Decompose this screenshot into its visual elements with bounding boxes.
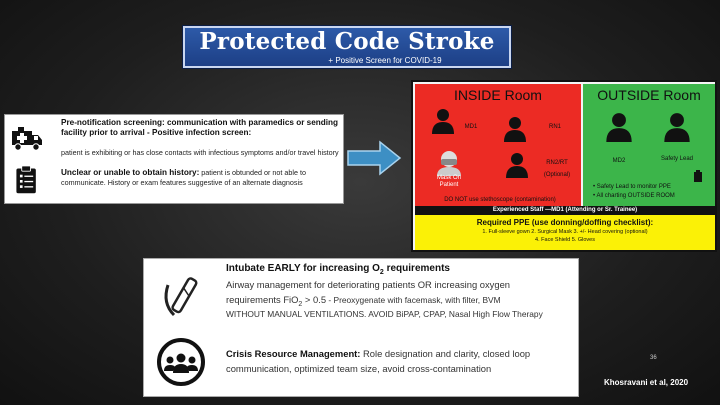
crisis-block [226,347,576,361]
intubate-body-3: WITHOUT MANUAL VENTILATIONS. AVOID BiPAP, CPAP, Nasal High Flow Therapy [226,309,543,319]
person-icon [503,116,527,142]
prenotification-heading: Pre-notification screening: communication with paramedics or sending facility prior to arrival - Positive infection screen: [61,118,339,137]
intubate-heading-sub: 2 [379,269,384,276]
outside-room-title: OUTSIDE Room [597,87,701,103]
prenotification-block [61,118,341,137]
fio2-text: requirements FiO [226,294,299,305]
safety-lead-label: Safety Lead [660,156,694,162]
outside-room [583,84,715,206]
mask-on-patient-label: Mask On Patient [436,175,461,188]
rn2-optional-label: (Optional) [543,172,571,178]
slide-title: Protected Code Stroke [199,28,495,55]
intubate-heading-end: requirements [383,263,450,274]
unclear-history-block [61,168,341,187]
crisis-body-2: communication, optimized team size, avoid cross-contamination [226,363,492,374]
masked-patient-icon [435,150,463,176]
title-banner [183,26,511,68]
ppe-title: Required PPE (use donning/doffing checklist): [476,218,654,227]
person-icon [505,152,529,178]
experienced-staff-bar: Experienced Staff —MD1 (Attending or Sr. Trainee) [415,206,715,215]
laryngoscope-icon [158,273,208,321]
safety-lead-note-text: Safety Lead to monitor PPE [596,184,671,190]
inside-room-title: INSIDE Room [454,87,542,103]
right-arrow-icon [346,140,402,176]
no-stethoscope-note: DO NOT use stethoscope (contamination) [444,197,556,203]
ambulance-icon [11,123,43,153]
rn1-label: RN1 [548,124,561,130]
intubate-heading [226,262,576,280]
team-icon [156,337,206,387]
crisis-body-1: Role designation and clarity, closed loop [360,348,531,359]
md2-label: MD2 [612,158,626,164]
ppe-line-2: 4. Face Shield 5. Gloves [535,237,595,243]
ppe-requirements [415,215,715,250]
person-icon [663,112,691,142]
unclear-history-heading: Unclear or unable to obtain history: [61,168,200,177]
prenotification-body: patient is exhibiting or has close contacts with infectious symptoms and/or travel history [61,148,339,157]
safety-lead-note: • Safety Lead to monitor PPE [593,184,671,190]
fio2-sub: 2 [298,300,303,308]
intubate-heading-text: Intubate EARLY for increasing O [226,263,380,274]
screening-panel [4,114,344,204]
charting-note-text: All charting OUTSIDE ROOM [596,193,675,199]
preoxygenate-text: - Preoxygenate with facemask, with filter, BVM [326,295,501,305]
clipboard-icon [11,165,43,195]
management-panel [143,258,579,397]
person-icon [605,112,633,142]
clipboard-icon [693,170,703,182]
fio2-threshold: > 0.5 [302,294,327,305]
unclear-history-body: patient is obtunded or not able to communicate. History or exam features suggestive of an alternate diagnosis [61,168,306,187]
inside-room [415,84,581,206]
ppe-line-1: 1. Full-sleeve gown 2. Surgical Mask 3. +/- Head covering (optional) [482,229,648,235]
citation: Khosravani et al, 2020 [604,378,689,387]
slide-subtitle: + Positive Screen for COVID-19 [328,56,442,65]
charting-note: • All charting OUTSIDE ROOM [593,193,675,199]
rn2-rt-label: RN2/RT [546,160,568,166]
crisis-heading: Crisis Resource Management: [226,348,361,359]
room-layout-diagram [411,80,717,252]
intubate-body-1: Airway management for deteriorating patients OR increasing oxygen [226,279,511,290]
md1-label: MD1 [464,124,478,130]
page-number: 36 [650,355,657,361]
